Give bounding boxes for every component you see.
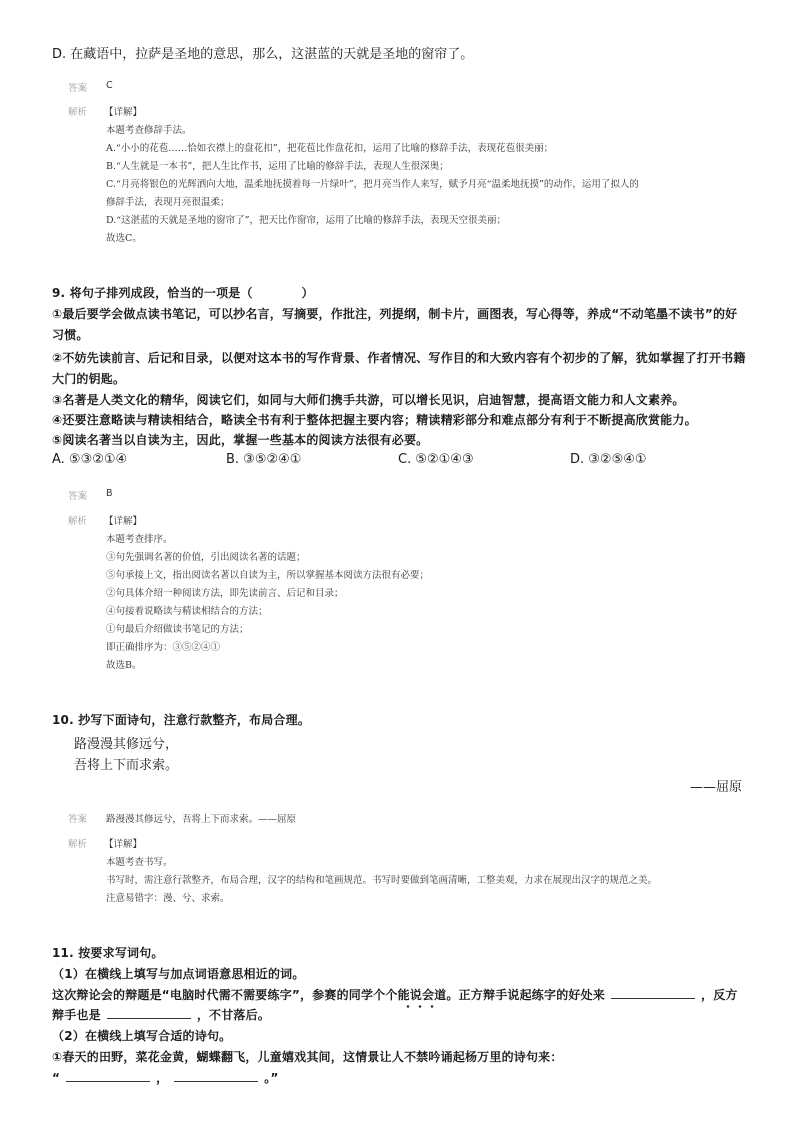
q9-explain-line: ③句先强调名著的价值，引出阅读名著的话题； [106, 552, 306, 563]
q9-sentence: 习惯。 [52, 328, 89, 342]
close-quote: 。” [264, 1071, 279, 1085]
q9-sentence: ⑤阅读名著当以自读为主，因此，掌握一些基本的阅读方法很有必要。 [52, 433, 429, 447]
q8-answer: C [106, 80, 113, 91]
blank-input-2[interactable] [107, 1006, 191, 1019]
q10-stem: 10. 抄写下面诗句，注意行款整齐，布局合理。 [52, 713, 311, 727]
q8-explain-line: 故选C。 [106, 233, 142, 244]
q10-poem-line: 吾将上下而求索。 [74, 758, 179, 773]
q10-explain-line: 注意易错字：漫、兮、求索。 [106, 893, 230, 904]
q9-explain-line: ②句具体介绍一种阅读方法，即先读前言、后记和目录； [106, 588, 344, 599]
q10-answer-label: 答案 [68, 814, 88, 825]
q8-explain-line: B.“人生就是一本书”，把人生比作书，运用了比喻的修辞手法，表现人生很深奥； [106, 161, 449, 172]
q11-line1-text-b: 。正方辩手说起练字的好处来 [446, 988, 605, 1002]
blank-input-1[interactable] [611, 986, 695, 999]
q11-line1-text-a: 这次辩论会的辩题是“电脑时代需不需要练字”，参赛的同学个个 [52, 988, 398, 1002]
q8-option-d: D. 在藏语中，拉萨是圣地的意思，那么，这湛蓝的天就是圣地的窗帘了。 [52, 47, 474, 62]
q9-explain-line: 故选B。 [106, 660, 142, 671]
q10-explain-label: 解析 [68, 839, 88, 850]
q8-explain-line: 本题考查修辞手法。 [106, 125, 192, 136]
q9-explain-line: ⑤句承接上文，指出阅读名著以自读为主，所以掌握基本阅读方法很有必要； [106, 570, 430, 581]
q10-answer: 路漫漫其修远兮，吾将上下而求索。——屈原 [106, 814, 297, 825]
q9-explain-line: ①句最后介绍做读书笔记的方法； [106, 624, 249, 635]
blank-input-3[interactable] [66, 1069, 150, 1082]
q11-stem: 11. 按要求写词句。 [52, 946, 164, 960]
q10-explain-line: 本题考查书写。 [106, 857, 173, 868]
q11-line1 [52, 986, 738, 1003]
q10-author: ——屈原 [690, 780, 743, 795]
q11-line2-text-b: ，不甘落后。 [196, 1008, 271, 1022]
q10-poem-line: 路漫漫其修远兮， [74, 737, 179, 752]
q11-line1-text-c: ，反方 [701, 988, 738, 1002]
q8-answer-label: 答案 [68, 83, 88, 94]
q8-explain-label: 解析 [68, 107, 88, 118]
q11-sub1: （1）在横线上填写与加点词语意思相近的词。 [52, 967, 305, 981]
q9-option-c[interactable]: C. ⑤②①④③ [398, 452, 474, 467]
blank-input-4[interactable] [174, 1069, 258, 1082]
q9-sentence: ②不妨先读前言、后记和目录，以便对这本书的写作背景、作者情况、写作目的和大致内容有个初步的了解，犹如掌握了打开书籍 [52, 351, 746, 365]
q11-line4 [52, 1069, 279, 1086]
q9-sentence: 大门的钥匙。 [52, 372, 126, 386]
q9-option-b[interactable]: B. ③⑤②④① [226, 452, 302, 467]
comma: ， [156, 1071, 169, 1085]
q11-line2-text-a: 辩手也是 [52, 1008, 101, 1022]
q9-explain-line: 即正确排序为：③⑤②④① [106, 642, 221, 653]
q9-explain-line: 【详解】 [104, 516, 143, 527]
q10-explain-line: 书写时，需注意行款整齐，布局合理，汉字的结构和笔画规范。书写时要做到笔画清晰，工整美观，力求在展现出汉字的规范之美。 [106, 875, 658, 886]
q9-option-d[interactable]: D. ③②⑤④① [570, 452, 647, 467]
q10-explain-line: 【详解】 [104, 839, 143, 850]
q9-explain-label: 解析 [68, 516, 88, 527]
q9-sentence: ④还要注意略读与精读相结合，略读全书有利于整体把握主要内容；精读精彩部分和难点部分有利于不断提高欣赏能力。 [52, 413, 697, 427]
q11-line3: ①春天的田野，菜花金黄，蝴蝶翻飞，儿童嬉戏其间，这情景让人不禁吟诵起杨万里的诗句来： [52, 1050, 563, 1064]
q8-explain-line: A.“小小的花苞……恰如衣襟上的盘花扣”，把花苞比作盘花扣，运用了比喻的修辞手法，表现花苞很美丽； [106, 143, 554, 154]
q9-sentence: ③名著是人类文化的精华，阅读它们，如同与大师们携手共游，可以增长见识，启迪智慧，提高语文能力和人文素养。 [52, 393, 685, 407]
q8-explain-line: 修辞手法，表现月亮很温柔； [106, 197, 230, 208]
dotted-emphasis-word: 能说会道 [397, 988, 447, 1002]
q9-stem: 9. 将句子排列成段，恰当的一项是（ ） [52, 286, 314, 300]
q9-sentence: ①最后要学会做点读书笔记，可以抄名言，写摘要，作批注，列提纲，制卡片，画图表，写心得等，养成“不动笔墨不读书”的好 [52, 307, 738, 321]
q9-answer-label: 答案 [68, 491, 88, 502]
q8-explain-line: D.“这湛蓝的天就是圣地的窗帘了”，把天比作窗帘，运用了比喻的修辞手法，表现天空很美丽； [106, 215, 507, 226]
open-quote: “ [52, 1071, 61, 1085]
q9-explain-line: ④句接着说略读与精读相结合的方法； [106, 606, 268, 617]
q8-explain-line: 【详解】 [104, 107, 143, 118]
q9-explain-line: 本题考查排序。 [106, 534, 173, 545]
q8-explain-line: C.“月亮将银色的光辉洒向大地，温柔地抚摸着每一片绿叶”，把月亮当作人来写，赋予月亮“温柔地抚摸”的动作，运用了拟人的 [106, 179, 639, 190]
q9-option-a[interactable]: A. ⑤③②①④ [52, 452, 128, 467]
q9-answer: B [106, 488, 113, 499]
q11-sub2: （2）在横线上填写合适的诗句。 [52, 1029, 232, 1043]
q11-line2 [52, 1006, 270, 1023]
